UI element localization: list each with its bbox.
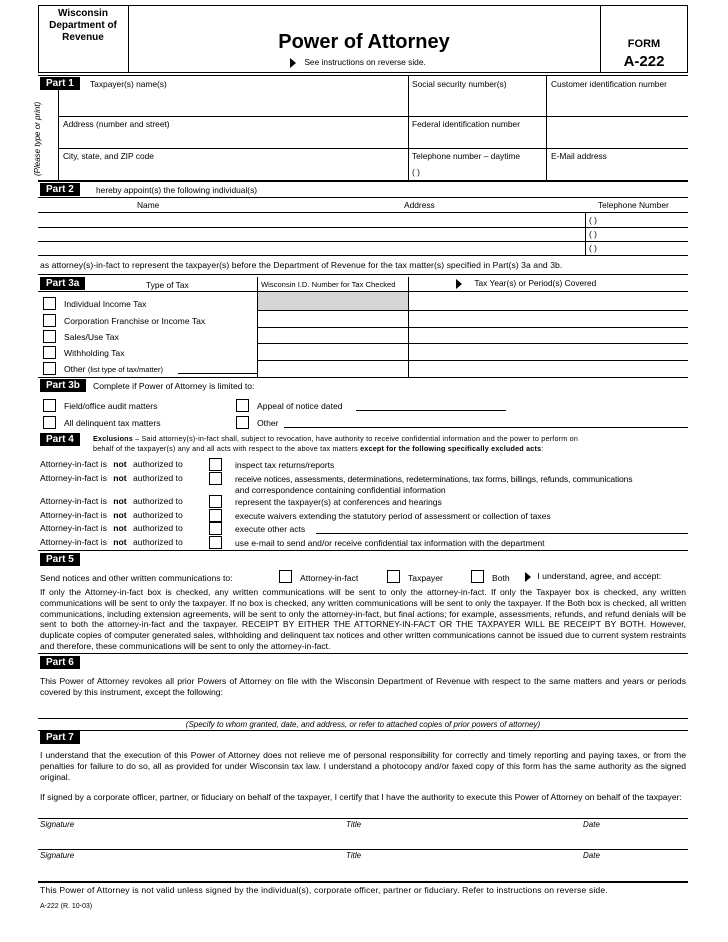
authorized-label: authorized to xyxy=(133,496,183,506)
col-years xyxy=(456,278,596,289)
checkbox-other-tax[interactable] xyxy=(43,362,56,375)
tax-other xyxy=(64,364,163,374)
aif-label: Attorney-in-fact is xyxy=(40,523,107,533)
federal-id-field[interactable] xyxy=(410,130,544,147)
agree-text: I understand, agree, and accept: xyxy=(537,571,662,581)
agency-name xyxy=(38,8,128,44)
part2-phone-paren-1: ( ) xyxy=(589,215,597,225)
part2-line-bottom xyxy=(38,274,688,275)
exclusion-row-2 xyxy=(40,473,183,483)
appointee-row-2[interactable] xyxy=(40,228,584,240)
signature-field-1[interactable] xyxy=(40,803,340,817)
opt-both: Both xyxy=(492,573,510,583)
footer-form-code: A-222 (R. 10-03) xyxy=(40,903,93,910)
other-matter-line xyxy=(284,427,688,428)
arrow-right-icon xyxy=(456,279,462,289)
exclusions-text xyxy=(93,434,578,453)
part4-badge: Part 4 xyxy=(40,433,80,446)
address-field[interactable] xyxy=(60,130,406,147)
taxpayer-name-label: Taxpayer(s) name(s) xyxy=(90,79,167,89)
tax-individual-income: Individual Income Tax xyxy=(64,299,147,309)
part1-line-row1 xyxy=(58,116,688,117)
not-label: not xyxy=(113,473,127,483)
exclusions-line1: – Said attorney(s)-in-fact shall, subject to revocation, have authority to receive confidential information and the power to perform on xyxy=(132,434,579,443)
title-field-1[interactable] xyxy=(346,803,576,817)
part1-badge: Part 1 xyxy=(40,77,80,90)
appeal-label: Appeal of notice dated xyxy=(257,401,343,411)
tax-other-label: Other xyxy=(64,364,86,374)
part1-vline-side xyxy=(58,90,59,180)
authorized-label: authorized to xyxy=(133,510,183,520)
address-label: Address (number and street) xyxy=(63,119,170,129)
act-receive-cont: and correspondence containing confidential information xyxy=(235,485,446,495)
footer-validity: This Power of Attorney is not valid unless signed by the individual(s), corporate officer, partner or fiduciary. Refer to instructions on reverse side. xyxy=(40,885,608,895)
col-name: Name xyxy=(137,200,160,210)
part1-line-top xyxy=(38,75,688,76)
exclusions-heading2: except for the following specifically excluded acts xyxy=(360,443,542,453)
customer-id-field[interactable] xyxy=(548,90,686,115)
act-represent: represent the taxpayer(s) at conferences and hearings xyxy=(235,497,442,507)
part6-specify: (Specify to whom granted, date, and address, or refer to attached copies of prior powers of attorney) xyxy=(185,720,541,729)
date-field-1[interactable] xyxy=(583,803,686,817)
signature-field-2[interactable] xyxy=(40,833,340,848)
signature-line-1 xyxy=(38,818,688,819)
authorized-label: authorized to xyxy=(133,523,183,533)
part3a-line-2 xyxy=(257,327,688,328)
part5-paragraph: If only the Attorney-in-fact box is checked, any written communications will be sent to only the attorney-in-fact. If only the Taxpayer box is checked, any written communications will be sent to only the taxpayer. If no box is checked, any written communications will be sent to only the taxpayer. If the Both box is checked, all written communications, including extension agreements, will be sent to only the attorney-in-fact, but final actions; for example, assessments, refunds, and refund denials will be sent to both the attorney-in-fact and the taxpayer. RECEIPT BY EITHER THE ATTORNEY-IN-FACT OR THE TAXPAYER WILL BE RECEIPT BY BOTH. However, duplicate copies of computer generated sales, withholding and delinquent tax notices and other written communications cannot be issued due to current system restraints and therefore, these communications will be sent to only the attorney-in-fact. xyxy=(40,587,686,651)
checkbox-exclude-represent[interactable] xyxy=(209,495,222,508)
checkbox-exclude-waivers[interactable] xyxy=(209,509,222,522)
appeal-date-line xyxy=(356,410,506,411)
email-field[interactable] xyxy=(548,162,686,179)
instructions-note xyxy=(290,57,426,68)
authorized-label: authorized to xyxy=(133,473,183,483)
authorized-label: authorized to xyxy=(133,537,183,547)
checkbox-send-taxpayer[interactable] xyxy=(387,570,400,583)
arrow-right-icon xyxy=(525,572,531,582)
appointee-row-1[interactable] xyxy=(40,213,584,226)
part2-vline-phone xyxy=(585,212,586,255)
checkbox-exclude-receive[interactable] xyxy=(209,472,222,485)
part3a-line-4 xyxy=(257,360,688,361)
not-label: not xyxy=(113,496,127,506)
agency-line2: Department of xyxy=(49,20,117,31)
phone-label: Telephone number – daytime xyxy=(412,151,521,161)
part3a-badge: Part 3a xyxy=(40,277,85,290)
checkbox-appeal[interactable] xyxy=(236,399,249,412)
arrow-right-icon xyxy=(290,58,296,68)
not-label: not xyxy=(113,523,127,533)
exclusions-line2: behalf of the taxpayer(s) any and all acts with respect to the above tax matters xyxy=(93,443,361,453)
part2-line-header-top xyxy=(38,197,688,198)
checkbox-exclude-other-acts[interactable] xyxy=(209,522,222,535)
taxpayer-name-field[interactable] xyxy=(60,90,406,115)
col-address: Address xyxy=(404,200,435,210)
part6-line xyxy=(38,718,688,719)
checkbox-exclude-inspect[interactable] xyxy=(209,458,222,471)
checkbox-send-aif[interactable] xyxy=(279,570,292,583)
part3b-intro: Complete if Power of Attorney is limited to: xyxy=(93,381,255,391)
checkbox-exclude-email[interactable] xyxy=(209,536,222,549)
form-label: FORM xyxy=(627,38,661,50)
part7-paragraph-2: If signed by a corporate officer, partner, or fiduciary on behalf of the taxpayer, I certify that I have the authority to execute this Power of Attorney on behalf of the taxpayer: xyxy=(40,792,682,802)
other-acts-line xyxy=(316,533,688,534)
part1-line-row2 xyxy=(58,148,688,149)
part5-badge: Part 5 xyxy=(40,553,80,566)
checkbox-withholding[interactable] xyxy=(43,346,56,359)
part5-line-bottom xyxy=(38,653,688,654)
appointee-row-3[interactable] xyxy=(40,242,584,254)
aif-label: Attorney-in-fact is xyxy=(40,459,107,469)
title-field-2[interactable] xyxy=(346,833,576,848)
page-title: Power of Attorney xyxy=(278,31,450,53)
act-other: execute other acts xyxy=(235,524,306,534)
signature-line-2 xyxy=(38,849,688,850)
col-years-text: Tax Year(s) or Period(s) Covered xyxy=(474,278,597,288)
title-label-2: Title xyxy=(346,851,362,860)
checkbox-individual-income[interactable] xyxy=(43,297,56,310)
city-field[interactable] xyxy=(60,162,406,179)
part3a-line-1 xyxy=(257,310,688,311)
agree-label xyxy=(525,571,661,582)
part3a-line-3 xyxy=(257,343,688,344)
part2-phone-paren-2: ( ) xyxy=(589,229,597,239)
federal-id-label: Federal identification number xyxy=(412,119,521,129)
not-label: not xyxy=(113,537,127,547)
exclusion-row-3 xyxy=(40,496,183,506)
aif-label: Attorney-in-fact is xyxy=(40,537,107,547)
city-label: City, state, and ZIP code xyxy=(63,151,154,161)
agency-line3: Revenue xyxy=(62,32,104,43)
aif-label: Attorney-in-fact is xyxy=(40,473,107,483)
part2-phone-paren-3: ( ) xyxy=(589,243,597,253)
part2-footer: as attorney(s)-in-fact to represent the taxpayer(s) before the Department of Revenue for the tax matter(s) specified in Part(s) 3a and 3b. xyxy=(40,260,563,270)
other-matter-label: Other xyxy=(257,418,279,428)
form-number: A-222 xyxy=(623,53,665,70)
other-tax-line xyxy=(178,373,257,374)
act-receive: receive notices, assessments, determinations, redeterminations, tax forms, billings, refunds, communications xyxy=(235,474,633,484)
exclusions-heading: Exclusions xyxy=(93,434,133,443)
customer-id-label: Customer identification number xyxy=(551,79,667,89)
col-type-of-tax: Type of Tax xyxy=(146,280,189,290)
instructions-text: See instructions on reverse side. xyxy=(304,57,426,67)
aif-label: Attorney-in-fact is xyxy=(40,496,107,506)
prior-poa-field[interactable] xyxy=(40,699,686,717)
date-field-2[interactable] xyxy=(583,833,686,848)
part2-intro: hereby appoint(s) the following individual(s) xyxy=(96,185,258,195)
signature-label-2: Signature xyxy=(40,851,75,860)
title-label-1: Title xyxy=(346,820,362,829)
act-inspect: inspect tax returns/reports xyxy=(235,460,335,470)
footer-line xyxy=(38,881,688,883)
checkbox-other-matter[interactable] xyxy=(236,416,249,429)
part1-vline-mid xyxy=(408,75,409,180)
send-notices-label: Send notices and other written communications to: xyxy=(40,573,233,583)
phone-field[interactable] xyxy=(440,162,544,179)
field-audit-label: Field/office audit matters xyxy=(64,401,158,411)
tax-other-note: (list type of tax/matter) xyxy=(87,365,164,374)
part7-paragraph-1: I understand that the execution of this Power of Attorney does not relieve me of personal responsibility for correctly and timely reporting and paying taxes, or from the penalties for failure to do so, all as provided for under Wisconsin tax law. I understand a photocopy and/or faxed copy of this form has the same authority as the signed original. xyxy=(40,750,686,782)
opt-taxpayer: Taxpayer xyxy=(408,573,443,583)
part3a-shade xyxy=(258,292,408,310)
exclusion-row-5 xyxy=(40,523,183,533)
part3b-badge: Part 3b xyxy=(40,379,86,392)
part4-line-bottom xyxy=(38,550,688,551)
phone-area-paren: ( ) xyxy=(412,167,420,177)
opt-aif: Attorney-in-fact xyxy=(300,573,359,583)
checkbox-delinquent[interactable] xyxy=(43,416,56,429)
part1-vline-right xyxy=(546,75,547,180)
delinquent-label: All delinquent tax matters xyxy=(64,418,161,428)
exclusion-row-4 xyxy=(40,510,183,520)
signature-label-1: Signature xyxy=(40,820,75,829)
act-waivers: execute waivers extending the statutory period of assessment or collection of taxes xyxy=(235,511,551,521)
tax-withholding: Withholding Tax xyxy=(64,348,125,358)
checkbox-sales-use[interactable] xyxy=(43,330,56,343)
exclusions-colon: : xyxy=(541,443,544,453)
date-label-2: Date xyxy=(583,851,600,860)
not-label: not xyxy=(113,459,127,469)
date-label-1: Date xyxy=(583,820,600,829)
part6-line-bottom xyxy=(38,730,688,731)
col-wi-id: Wisconsin I.D. Number for Tax Checked xyxy=(261,280,396,289)
exclusion-row-6 xyxy=(40,537,183,547)
tax-sales-use: Sales/Use Tax xyxy=(64,332,119,342)
part1-side-label: (Please type or print) xyxy=(33,101,42,176)
part6-badge: Part 6 xyxy=(40,656,80,669)
part3a-line-bottom xyxy=(38,377,688,378)
checkbox-field-audit[interactable] xyxy=(43,399,56,412)
email-label: E-Mail address xyxy=(551,151,607,161)
checkbox-corp-franchise[interactable] xyxy=(43,314,56,327)
act-email: use e-mail to send and/or receive confidential tax information with the department xyxy=(235,538,545,548)
authorized-label: authorized to xyxy=(133,459,183,469)
part2-badge: Part 2 xyxy=(40,183,80,196)
tax-corp-franchise: Corporation Franchise or Income Tax xyxy=(64,316,206,326)
part1-line-bottom xyxy=(38,180,688,182)
aif-label: Attorney-in-fact is xyxy=(40,510,107,520)
checkbox-send-both[interactable] xyxy=(471,570,484,583)
part7-badge: Part 7 xyxy=(40,731,80,744)
col-telephone: Telephone Number xyxy=(598,200,669,210)
part6-paragraph: This Power of Attorney revokes all prior Powers of Attorney on file with the Wisconsin Department of Revenue with respect to the same matters and years or periods covered by this instrument, except the following: xyxy=(40,676,686,697)
agency-line1: Wisconsin xyxy=(58,8,108,19)
not-label: not xyxy=(113,510,127,520)
exclusion-row-1 xyxy=(40,459,183,469)
part2-line-r4 xyxy=(38,255,688,256)
ssn-label: Social security number(s) xyxy=(412,79,507,89)
ssn-field[interactable] xyxy=(410,90,544,115)
